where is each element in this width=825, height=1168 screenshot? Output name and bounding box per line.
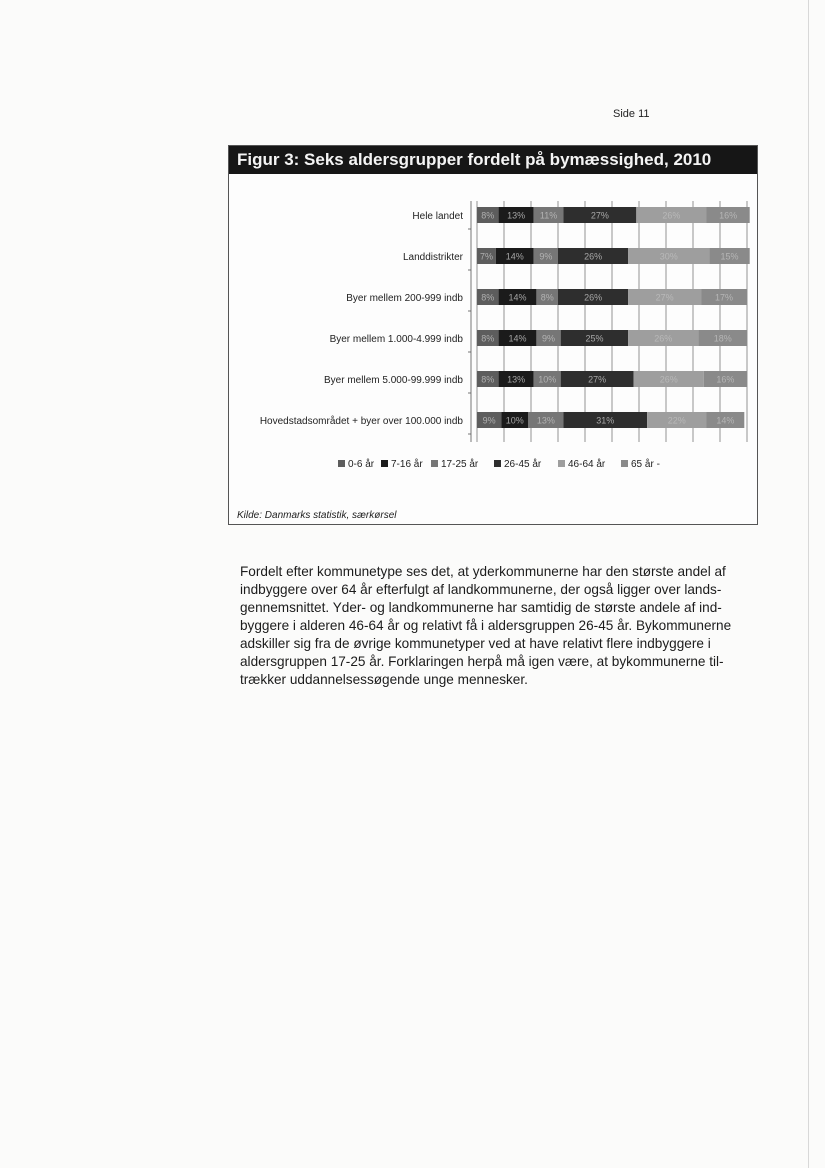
data-label: 13% [507, 210, 526, 221]
data-label: 14% [505, 251, 524, 262]
category-label: Hele landet [412, 211, 463, 222]
body-line: indbyggere over 64 år efterfulgt af landkommunerne, der også ligger over lands- [240, 582, 722, 597]
category-label: Byer mellem 1.000-4.999 indb [329, 334, 463, 345]
legend-swatch [431, 460, 438, 467]
page-edge-line [808, 0, 809, 1168]
data-label: 7% [479, 251, 493, 262]
figure-box [228, 145, 758, 525]
legend-swatch [381, 460, 388, 467]
data-label: 10% [505, 415, 524, 426]
body-line: byggere i alderen 46-64 år og relativt få i aldersgruppen 26-45 år. Bykommunerne [240, 618, 732, 633]
data-label: 25% [585, 333, 604, 344]
stacked-bar-chart [229, 146, 757, 524]
body-line: trækker uddannelsessøgende unge mennesker. [240, 672, 528, 687]
page-number: Side 11 [613, 108, 650, 120]
legend-swatch [338, 460, 345, 467]
data-label: 16% [719, 210, 738, 221]
data-label: 9% [482, 415, 496, 426]
data-label: 16% [716, 374, 735, 385]
data-label: 26% [584, 251, 603, 262]
data-label: 31% [596, 415, 615, 426]
body-line: Fordelt efter kommunetype ses det, at yderkommunerne har den største andel af [240, 564, 726, 579]
data-label: 10% [538, 374, 557, 385]
legend-label: 7-16 år [391, 459, 423, 470]
data-label: 8% [481, 374, 495, 385]
legend-label: 17-25 år [441, 459, 479, 470]
data-label: 8% [481, 333, 495, 344]
category-label: Byer mellem 200-999 indb [346, 293, 463, 304]
data-label: 26% [659, 374, 678, 385]
data-label: 13% [536, 415, 555, 426]
data-label: 13% [507, 374, 526, 385]
data-label: 8% [481, 210, 495, 221]
figure-title: Figur 3: Seks aldersgrupper fordelt på bymæssighed, 2010 [229, 146, 757, 174]
data-label: 9% [542, 333, 556, 344]
data-label: 17% [715, 292, 734, 303]
category-label: Byer mellem 5.000-99.999 indb [324, 375, 463, 386]
legend-label: 65 år - [631, 459, 660, 470]
data-label: 26% [584, 292, 603, 303]
legend-label: 46-64 år [568, 459, 606, 470]
legend-label: 0-6 år [348, 459, 375, 470]
data-label: 14% [508, 292, 527, 303]
category-label: Landdistrikter [402, 252, 463, 263]
data-label: 26% [662, 210, 681, 221]
data-label: 9% [539, 251, 553, 262]
data-label: 27% [655, 292, 674, 303]
data-label: 27% [588, 374, 607, 385]
body-line: adskiller sig fra de øvrige kommunetyper ved at have relativt flere indbyggere i [240, 636, 711, 651]
data-label: 30% [659, 251, 678, 262]
data-label: 26% [654, 333, 673, 344]
data-label: 22% [667, 415, 686, 426]
data-label: 27% [590, 210, 609, 221]
legend-swatch [621, 460, 628, 467]
data-label: 14% [508, 333, 527, 344]
legend-swatch [494, 460, 501, 467]
data-label: 15% [720, 251, 739, 262]
data-label: 14% [716, 415, 735, 426]
data-label: 8% [540, 292, 554, 303]
category-label: Hovedstadsområdet + byer over 100.000 indb [259, 416, 463, 427]
data-label: 8% [481, 292, 495, 303]
data-label: 11% [539, 210, 558, 221]
legend-label: 26-45 år [504, 459, 542, 470]
body-line: aldersgruppen 17-25 år. Forklaringen herpå må igen være, at bykommunerne til- [240, 654, 724, 669]
body-line: gennemsnittet. Yder- og landkommunerne har samtidig de største andele af ind- [240, 600, 722, 615]
legend-swatch [558, 460, 565, 467]
figure-source: Kilde: Danmarks statistik, særkørsel [237, 510, 397, 521]
data-label: 18% [713, 333, 732, 344]
body-text [240, 563, 745, 689]
